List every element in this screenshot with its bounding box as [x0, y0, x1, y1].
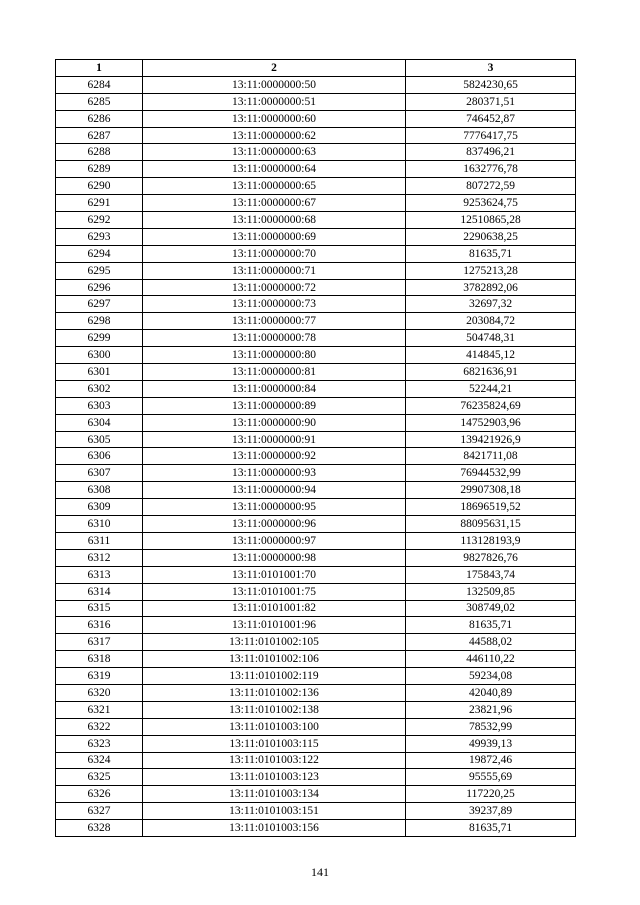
- value-cell: 117220,25: [406, 786, 576, 803]
- table-row: [56, 262, 576, 279]
- value-cell: 32697,32: [406, 296, 576, 313]
- table-row: [56, 516, 576, 533]
- value-cell: 139421926,9: [406, 431, 576, 448]
- cadastral-number-cell: 13:11:0101003:100: [143, 718, 406, 735]
- table-row: [56, 532, 576, 549]
- cadastral-number-cell: 13:11:0000000:90: [143, 414, 406, 431]
- value-cell: 81635,71: [406, 245, 576, 262]
- cadastral-number-cell: 13:11:0101002:119: [143, 668, 406, 685]
- cadastral-number-cell: 13:11:0101001:70: [143, 566, 406, 583]
- value-cell: 39237,89: [406, 803, 576, 820]
- cadastral-number-cell: 13:11:0000000:63: [143, 144, 406, 161]
- cadastral-number-cell: 13:11:0000000:71: [143, 262, 406, 279]
- value-cell: 81635,71: [406, 820, 576, 837]
- row-number-cell: 6284: [56, 76, 143, 93]
- cadastral-number-cell: 13:11:0000000:96: [143, 516, 406, 533]
- value-cell: 14752903,96: [406, 414, 576, 431]
- cadastral-number-cell: 13:11:0101003:115: [143, 735, 406, 752]
- row-number-cell: 6292: [56, 212, 143, 229]
- cadastral-number-cell: 13:11:0000000:84: [143, 380, 406, 397]
- table-row: [56, 279, 576, 296]
- value-cell: 44588,02: [406, 634, 576, 651]
- cadastral-number-cell: 13:11:0101002:138: [143, 701, 406, 718]
- row-number-cell: 6288: [56, 144, 143, 161]
- value-cell: 81635,71: [406, 617, 576, 634]
- row-number-cell: 6298: [56, 313, 143, 330]
- row-number-cell: 6302: [56, 380, 143, 397]
- table-row: [56, 76, 576, 93]
- row-number-cell: 6324: [56, 752, 143, 769]
- value-cell: 504748,31: [406, 330, 576, 347]
- table-row: [56, 735, 576, 752]
- value-cell: 23821,96: [406, 701, 576, 718]
- value-cell: 132509,85: [406, 583, 576, 600]
- value-cell: 42040,89: [406, 684, 576, 701]
- value-cell: 29907308,18: [406, 482, 576, 499]
- table-row: [56, 769, 576, 786]
- cadastral-number-cell: 13:11:0101002:136: [143, 684, 406, 701]
- table-row: [56, 482, 576, 499]
- cadastral-number-cell: 13:11:0000000:80: [143, 347, 406, 364]
- value-cell: 5824230,65: [406, 76, 576, 93]
- row-number-cell: 6318: [56, 651, 143, 668]
- row-number-cell: 6326: [56, 786, 143, 803]
- table-row: [56, 465, 576, 482]
- table-row: [56, 566, 576, 583]
- value-cell: 76235824,69: [406, 397, 576, 414]
- value-cell: 446110,22: [406, 651, 576, 668]
- cadastral-number-cell: 13:11:0101003:151: [143, 803, 406, 820]
- cadastral-number-cell: 13:11:0000000:69: [143, 228, 406, 245]
- cadastral-number-cell: 13:11:0101003:123: [143, 769, 406, 786]
- table-row: [56, 600, 576, 617]
- table-body: [56, 76, 576, 836]
- value-cell: 280371,51: [406, 93, 576, 110]
- cadastral-number-cell: 13:11:0000000:65: [143, 178, 406, 195]
- cadastral-number-cell: 13:11:0000000:60: [143, 110, 406, 127]
- value-cell: 59234,08: [406, 668, 576, 685]
- table-row: [56, 212, 576, 229]
- cadastral-number-cell: 13:11:0000000:70: [143, 245, 406, 262]
- table-row: [56, 178, 576, 195]
- cadastral-number-cell: 13:11:0000000:78: [143, 330, 406, 347]
- row-number-cell: 6289: [56, 161, 143, 178]
- table-header-row: [56, 60, 576, 77]
- table-row: [56, 431, 576, 448]
- cadastral-number-cell: 13:11:0101002:106: [143, 651, 406, 668]
- value-cell: 807272,59: [406, 178, 576, 195]
- table-row: [56, 161, 576, 178]
- row-number-cell: 6305: [56, 431, 143, 448]
- cadastral-number-cell: 13:11:0101003:134: [143, 786, 406, 803]
- row-number-cell: 6314: [56, 583, 143, 600]
- value-cell: 2290638,25: [406, 228, 576, 245]
- row-number-cell: 6301: [56, 364, 143, 381]
- cadastral-number-cell: 13:11:0101001:75: [143, 583, 406, 600]
- cadastral-number-cell: 13:11:0000000:81: [143, 364, 406, 381]
- cadastral-number-cell: 13:11:0000000:97: [143, 532, 406, 549]
- row-number-cell: 6310: [56, 516, 143, 533]
- cadastral-number-cell: 13:11:0101002:105: [143, 634, 406, 651]
- table-row: [56, 313, 576, 330]
- row-number-cell: 6312: [56, 549, 143, 566]
- cadastral-number-cell: 13:11:0000000:98: [143, 549, 406, 566]
- value-cell: 88095631,15: [406, 516, 576, 533]
- column-header-3: 3: [406, 60, 576, 77]
- value-cell: 1632776,78: [406, 161, 576, 178]
- table-row: [56, 718, 576, 735]
- table-row: [56, 634, 576, 651]
- value-cell: 203084,72: [406, 313, 576, 330]
- cadastral-number-cell: 13:11:0101001:96: [143, 617, 406, 634]
- row-number-cell: 6297: [56, 296, 143, 313]
- value-cell: 19872,46: [406, 752, 576, 769]
- value-cell: 113128193,9: [406, 532, 576, 549]
- table-row: [56, 786, 576, 803]
- cadastral-number-cell: 13:11:0000000:92: [143, 448, 406, 465]
- table-row: [56, 347, 576, 364]
- value-cell: 78532,99: [406, 718, 576, 735]
- table-row: [56, 330, 576, 347]
- table-row: [56, 110, 576, 127]
- table-row: [56, 752, 576, 769]
- row-number-cell: 6286: [56, 110, 143, 127]
- row-number-cell: 6294: [56, 245, 143, 262]
- value-cell: 95555,69: [406, 769, 576, 786]
- value-cell: 308749,02: [406, 600, 576, 617]
- cadastral-number-cell: 13:11:0000000:67: [143, 195, 406, 212]
- table-row: [56, 364, 576, 381]
- row-number-cell: 6293: [56, 228, 143, 245]
- row-number-cell: 6295: [56, 262, 143, 279]
- row-number-cell: 6309: [56, 499, 143, 516]
- row-number-cell: 6323: [56, 735, 143, 752]
- value-cell: 9253624,75: [406, 195, 576, 212]
- cadastral-number-cell: 13:11:0000000:94: [143, 482, 406, 499]
- table-row: [56, 803, 576, 820]
- data-table: [55, 59, 576, 837]
- value-cell: 18696519,52: [406, 499, 576, 516]
- cadastral-number-cell: 13:11:0101003:122: [143, 752, 406, 769]
- value-cell: 1275213,28: [406, 262, 576, 279]
- table-row: [56, 701, 576, 718]
- row-number-cell: 6306: [56, 448, 143, 465]
- table-row: [56, 245, 576, 262]
- row-number-cell: 6307: [56, 465, 143, 482]
- cadastral-number-cell: 13:11:0000000:72: [143, 279, 406, 296]
- cadastral-number-cell: 13:11:0000000:95: [143, 499, 406, 516]
- cadastral-number-cell: 13:11:0000000:91: [143, 431, 406, 448]
- cadastral-number-cell: 13:11:0000000:77: [143, 313, 406, 330]
- row-number-cell: 6327: [56, 803, 143, 820]
- table-row: [56, 651, 576, 668]
- row-number-cell: 6300: [56, 347, 143, 364]
- row-number-cell: 6291: [56, 195, 143, 212]
- value-cell: 175843,74: [406, 566, 576, 583]
- value-cell: 12510865,28: [406, 212, 576, 229]
- row-number-cell: 6311: [56, 532, 143, 549]
- row-number-cell: 6299: [56, 330, 143, 347]
- table-row: [56, 583, 576, 600]
- table-row: [56, 549, 576, 566]
- table-row: [56, 448, 576, 465]
- cadastral-number-cell: 13:11:0000000:93: [143, 465, 406, 482]
- table-row: [56, 684, 576, 701]
- table-row: [56, 144, 576, 161]
- table-row: [56, 820, 576, 837]
- row-number-cell: 6287: [56, 127, 143, 144]
- column-header-2: 2: [143, 60, 406, 77]
- table-row: [56, 499, 576, 516]
- page-number: 141: [311, 865, 329, 879]
- value-cell: 3782892,06: [406, 279, 576, 296]
- table-row: [56, 228, 576, 245]
- value-cell: 49939,13: [406, 735, 576, 752]
- value-cell: 76944532,99: [406, 465, 576, 482]
- row-number-cell: 6328: [56, 820, 143, 837]
- table-row: [56, 296, 576, 313]
- value-cell: 6821636,91: [406, 364, 576, 381]
- row-number-cell: 6296: [56, 279, 143, 296]
- cadastral-number-cell: 13:11:0000000:51: [143, 93, 406, 110]
- row-number-cell: 6320: [56, 684, 143, 701]
- row-number-cell: 6315: [56, 600, 143, 617]
- row-number-cell: 6313: [56, 566, 143, 583]
- value-cell: 414845,12: [406, 347, 576, 364]
- value-cell: 837496,21: [406, 144, 576, 161]
- value-cell: 7776417,75: [406, 127, 576, 144]
- row-number-cell: 6322: [56, 718, 143, 735]
- cadastral-number-cell: 13:11:0000000:64: [143, 161, 406, 178]
- cadastral-number-cell: 13:11:0101003:156: [143, 820, 406, 837]
- table-row: [56, 380, 576, 397]
- row-number-cell: 6290: [56, 178, 143, 195]
- row-number-cell: 6319: [56, 668, 143, 685]
- cadastral-number-cell: 13:11:0000000:68: [143, 212, 406, 229]
- cadastral-number-cell: 13:11:0000000:89: [143, 397, 406, 414]
- table-row: [56, 617, 576, 634]
- row-number-cell: 6303: [56, 397, 143, 414]
- row-number-cell: 6317: [56, 634, 143, 651]
- value-cell: 8421711,08: [406, 448, 576, 465]
- row-number-cell: 6304: [56, 414, 143, 431]
- cadastral-number-cell: 13:11:0000000:73: [143, 296, 406, 313]
- row-number-cell: 6316: [56, 617, 143, 634]
- cadastral-number-cell: 13:11:0000000:62: [143, 127, 406, 144]
- row-number-cell: 6325: [56, 769, 143, 786]
- table-row: [56, 397, 576, 414]
- table-row: [56, 668, 576, 685]
- table-row: [56, 414, 576, 431]
- value-cell: 746452,87: [406, 110, 576, 127]
- value-cell: 52244,21: [406, 380, 576, 397]
- table-row: [56, 93, 576, 110]
- cadastral-number-cell: 13:11:0000000:50: [143, 76, 406, 93]
- table-row: [56, 195, 576, 212]
- table-row: [56, 127, 576, 144]
- row-number-cell: 6285: [56, 93, 143, 110]
- row-number-cell: 6308: [56, 482, 143, 499]
- column-header-1: 1: [56, 60, 143, 77]
- row-number-cell: 6321: [56, 701, 143, 718]
- cadastral-number-cell: 13:11:0101001:82: [143, 600, 406, 617]
- value-cell: 9827826,76: [406, 549, 576, 566]
